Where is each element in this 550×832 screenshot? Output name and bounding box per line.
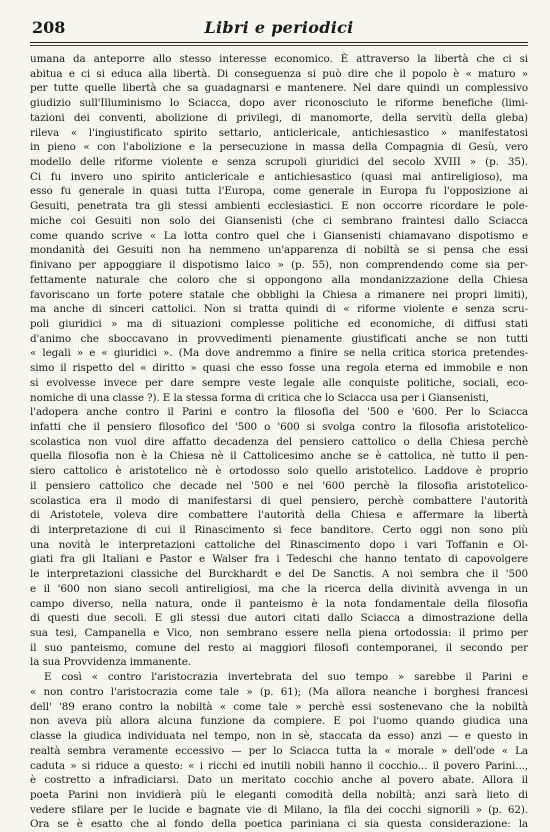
text-line: dell' '89 erano contro la nobiltà « come tale » perchè essi sostenevano che la nobiltà: [30, 700, 528, 713]
text-line: rileva « l'ingiustificato spirito settario, anticlericale, antichiesastico » manifestatosi: [30, 126, 528, 139]
text-line: di interpretazione di cui il Rinascimento si fece banditore. Certo oggi non sono più: [30, 524, 528, 536]
text-line: classe la giudica individuata nel tempo, non in sè, staccata da esso) anzi — e questo in: [30, 730, 528, 743]
text-line: ma anche di sinceri cattolici. Non si tratta quindi di « riforme violente e senza scru-: [30, 303, 528, 316]
text-line: realtà sembra veramente eccessivo — per lo Sciacca tutta la « morale » dell'ode « La: [30, 744, 528, 757]
text-line: per tutte quelle libertà che sa guadagnarsi e mantenere. Nel dare quindi un complessivo: [30, 82, 528, 95]
text-line: scolastica era il modo di manifestarsi di quel pensiero, perchè combattere l'autorità: [30, 494, 528, 507]
text-line: simo il rispetto del « diritto » quasi che esso fosse una regola eterna ed immobile e non: [30, 362, 528, 375]
text-line: tazioni dei conventi, abolizione di privilegi, di manomorte, della servitù della gleba): [30, 111, 528, 124]
text-line: favoriscano un forte potere statale che obblighi la Chiesa a rimanere nei propri limiti),: [30, 288, 528, 301]
page-number: 208: [32, 18, 66, 37]
text-line: come quando scrive « La lotta contro quel che i Giansenisti chiamavano dispotismo e: [30, 229, 528, 242]
text-line: campo diverso, nella natura, onde il panteismo è la nota fondamentale della filosofia: [30, 597, 528, 610]
text-line: una novità le interpretazioni cattoliche del Rinascimento dopo i vari Toffanin e Ol-: [30, 538, 528, 551]
text-line: poli giuridici » ma di situazioni complesse politiche ed economiche, di diffusi stati: [30, 317, 528, 330]
text-line: e il '600 non siano secoli antireligiosi, ma che la ricerca della divinità avvenga in un: [30, 582, 528, 595]
text-line: è costretto a infradiciarsi. Dato un meritato cocchio anche al povero abate. Allora il: [30, 774, 528, 787]
text-line: giudizio sull'Illuminismo lo Sciacca, dopo aver riconosciuto le riforme benefiche (limi-: [30, 97, 528, 110]
text-line: Ci fu invero uno spirito anticlericale e antichiesastico (quasi mai antireligioso), ma: [30, 170, 528, 183]
running-head: Libri e periodici: [204, 18, 354, 37]
text-line: giati fra gli Italiani e Pastor e Walser fra i Tedeschi che hanno tentato di capovolgere: [30, 553, 528, 566]
text-line: vedere sfilare per le lucide e bagnate vie di Milano, la fila dei cocchi signorili » (p. 62).: [30, 803, 528, 816]
text-line: si evolvesse invece per dare sempre veste legale alle conquiste politiche, sociali, eco-: [30, 376, 528, 389]
text-line: il pensiero cattolico che decade nel '500 e nel '600 perchè la filosofia aristotelico-: [30, 479, 528, 492]
text-line: di questi due secoli. E gli stessi due autori citati dallo Sciacca a dimostrazione della: [30, 612, 528, 625]
text-line: il suo panteismo, comune del resto ai maggiori filosofi contemporanei, il secondo per: [30, 641, 528, 654]
text-line: Ora se è esatto che al fondo della poetica pariniana ci sia questa considerazione: la: [30, 818, 528, 831]
text-line: Gesuiti, penetrata tra gli stessi ambienti ecclesiastici. E non occorre ricordare le pole-: [30, 200, 528, 213]
text-line: le interpretazioni classiche del Burckhardt e del De Sanctis. A noi sembra che il '500: [30, 568, 528, 581]
text-line: di Aristotele, voleva dire combattere l'autorità della Chiesa e affermare la libertà: [30, 509, 528, 522]
text-line: « legali » e « giuridici ». (Ma dove andremmo a finire se nella critica storica pretendes-: [30, 347, 528, 360]
text-line: in pieno « con l'abolizione e la persecuzione in massa della Compagnia di Gesù, vero: [30, 141, 528, 154]
text-line: quella filosofia non è la Chiesa nè il Cattolicesimo anche se è cattolica, nè tutto il pen-: [30, 450, 528, 463]
text-line: la sua Provvidenza immanente.: [30, 656, 191, 669]
text-line: « non contro l'aristocrazia come tale » (p. 61); (Ma allora neanche i borghesi francesi: [30, 685, 528, 698]
header-rule: [30, 42, 528, 43]
body-text: [30, 52, 528, 832]
text-line: esso fu generale in quasi tutta l'Europa, come generale in Europa fu l'opposizione ai: [30, 185, 528, 198]
text-line: l'adopera anche contro il Parini e contro la filosofia del '500 e '600. Per lo Sciacca: [30, 406, 528, 419]
text-line: poeta Parini non invidierà più le eleganti comodità della nobiltà; anzi sarà lieto di: [30, 788, 528, 801]
text-line: modello delle riforme violente e senza scrupoli giuridici del secolo XVIII » (p. 35).: [30, 156, 528, 169]
text-line: d'animo che sboccavano in provvedimenti pienamente giustificati anche se non tutti: [30, 332, 528, 345]
text-line: E così « contro l'aristocrazia invertebrata del suo tempo » sarebbe il Parini e: [44, 671, 528, 684]
text-line: mondanità dei Gesuiti non ha nemmeno un'apparenza di nobiltà se si pensa che essi: [30, 244, 528, 257]
text-line: siero cattolico è aristotelico nè è ortodosso solo quello aristotelico. Laddove è proprio: [30, 465, 528, 478]
text-line: finivano per appoggiare il dispotismo laico » (p. 55), non comprendendo come sia per-: [30, 259, 528, 272]
text-line: fettamente naturale che coloro che si oppongono alla mondanizzazione della Chiesa: [30, 273, 528, 286]
text-line: nomiche di una classe ?). E la stessa forma di critica che lo Sciacca usa per i Giansenisti,: [30, 391, 489, 404]
page-header: [30, 18, 528, 42]
text-line: non aveva più allora alcuna funzione da compiere. E poi l'uomo quando giudica una: [30, 715, 528, 728]
text-line: sua tesi, Campanella e Vico, non sembrano essere nella piena ortodossia: il primo per: [30, 627, 528, 640]
text-line: abitua e ci si educa alla libertà. Di conseguenza si può dire che il popolo è « maturo »: [30, 67, 528, 80]
text-line: umana da anteporre allo stesso interesse economico. È attraverso la libertà che ci si: [30, 53, 528, 65]
header-rule-thin: [30, 45, 528, 46]
text-line: caduta » si riduce a questo: « i ricchi ed inutili nobili hanno il cocchio... il povero Parini...,: [30, 759, 528, 772]
text-line: scolastica non vuol dire affatto decadenza del pensiero cattolico o della Chiesa perchè: [30, 435, 528, 448]
text-line: infatti che il pensiero filosofico del '500 o '600 si svolga contro la filosofia aristotelico-: [30, 420, 528, 433]
text-line: miche coi Gesuiti non solo dei Giansenisti (che ci sembrano fraintesi dallo Sciacca: [30, 214, 528, 227]
